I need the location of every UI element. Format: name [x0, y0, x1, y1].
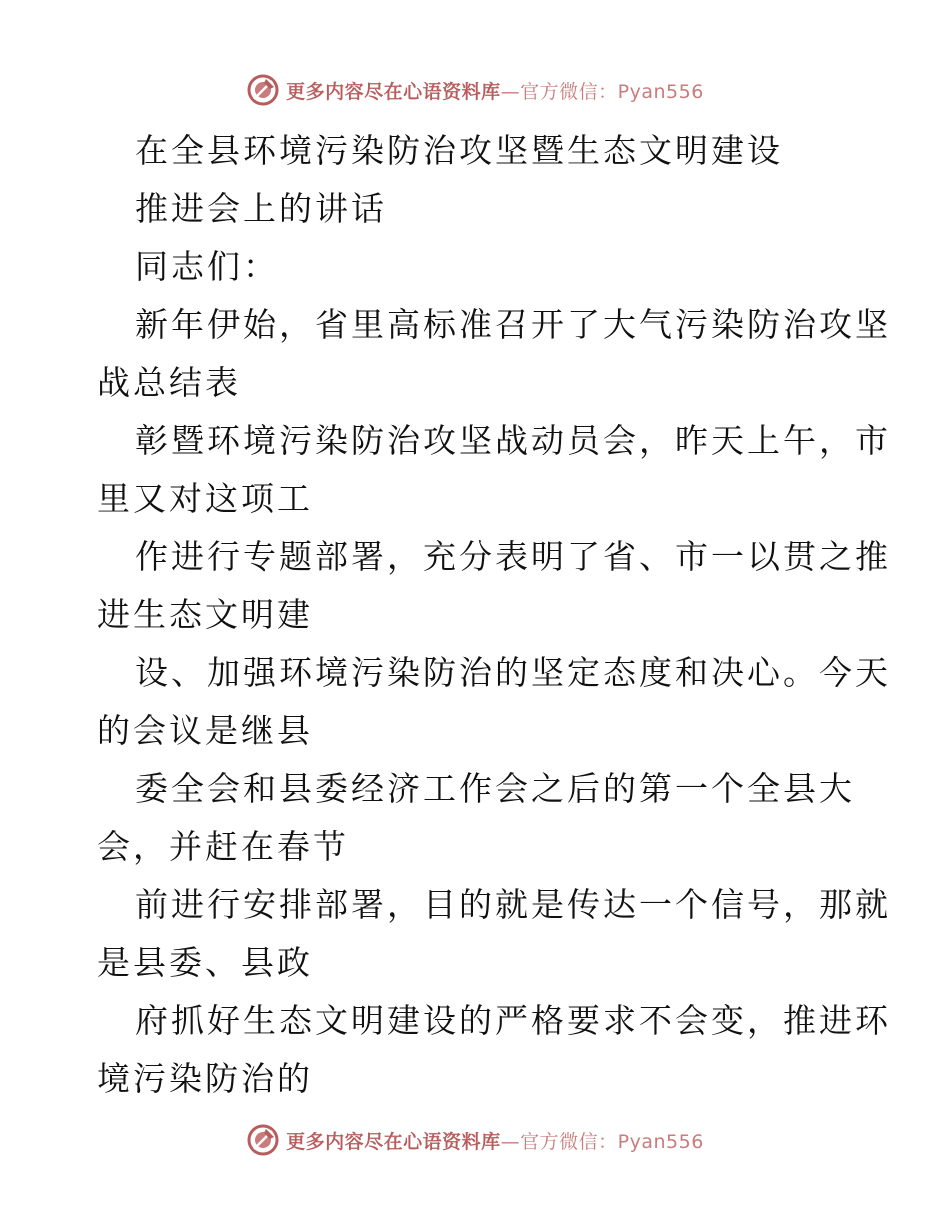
paragraph-line: 府抓好生态文明建设的严格要求不会变，推进环 — [135, 1001, 891, 1040]
paragraph-line: 的会议是继县 — [97, 711, 313, 750]
watermark-text: 更多内容尽在心语资料库—官方微信：Pyan556 — [286, 1130, 704, 1153]
salutation: 同志们： — [135, 247, 279, 286]
seal-logo-icon — [246, 1123, 280, 1157]
paragraph-line: 境污染防治的 — [97, 1059, 313, 1098]
paragraph-line: 前进行安排部署，目的就是传达一个信号，那就 — [135, 885, 891, 924]
paragraph-line: 会，并赶在春节 — [97, 827, 349, 866]
paragraph-line: 设、加强环境污染防治的坚定态度和决心。今天 — [135, 653, 891, 692]
paragraph-line: 彰暨环境污染防治攻坚战动员会，昨天上午，市 — [135, 421, 891, 460]
header-watermark — [0, 70, 950, 110]
watermark-text: 更多内容尽在心语资料库—官方微信：Pyan556 — [286, 80, 704, 103]
paragraph-line: 新年伊始，省里高标准召开了大气污染防治攻坚 — [135, 305, 891, 344]
paragraph-line: 作进行专题部署，充分表明了省、市一以贯之推 — [135, 537, 891, 576]
footer-watermark — [0, 1120, 950, 1160]
title-line-2: 推进会上的讲话 — [135, 189, 387, 228]
document-body — [97, 122, 891, 1108]
paragraph-line: 是县委、县政 — [97, 943, 313, 982]
paragraph-line: 里又对这项工 — [97, 479, 313, 518]
paragraph-line: 委全会和县委经济工作会之后的第一个全县大 — [135, 769, 855, 808]
paragraph-line: 战总结表 — [97, 363, 241, 402]
seal-logo-icon — [246, 73, 280, 107]
title-line-1: 在全县环境污染防治攻坚暨生态文明建设 — [135, 131, 783, 170]
paragraph-line: 进生态文明建 — [97, 595, 313, 634]
